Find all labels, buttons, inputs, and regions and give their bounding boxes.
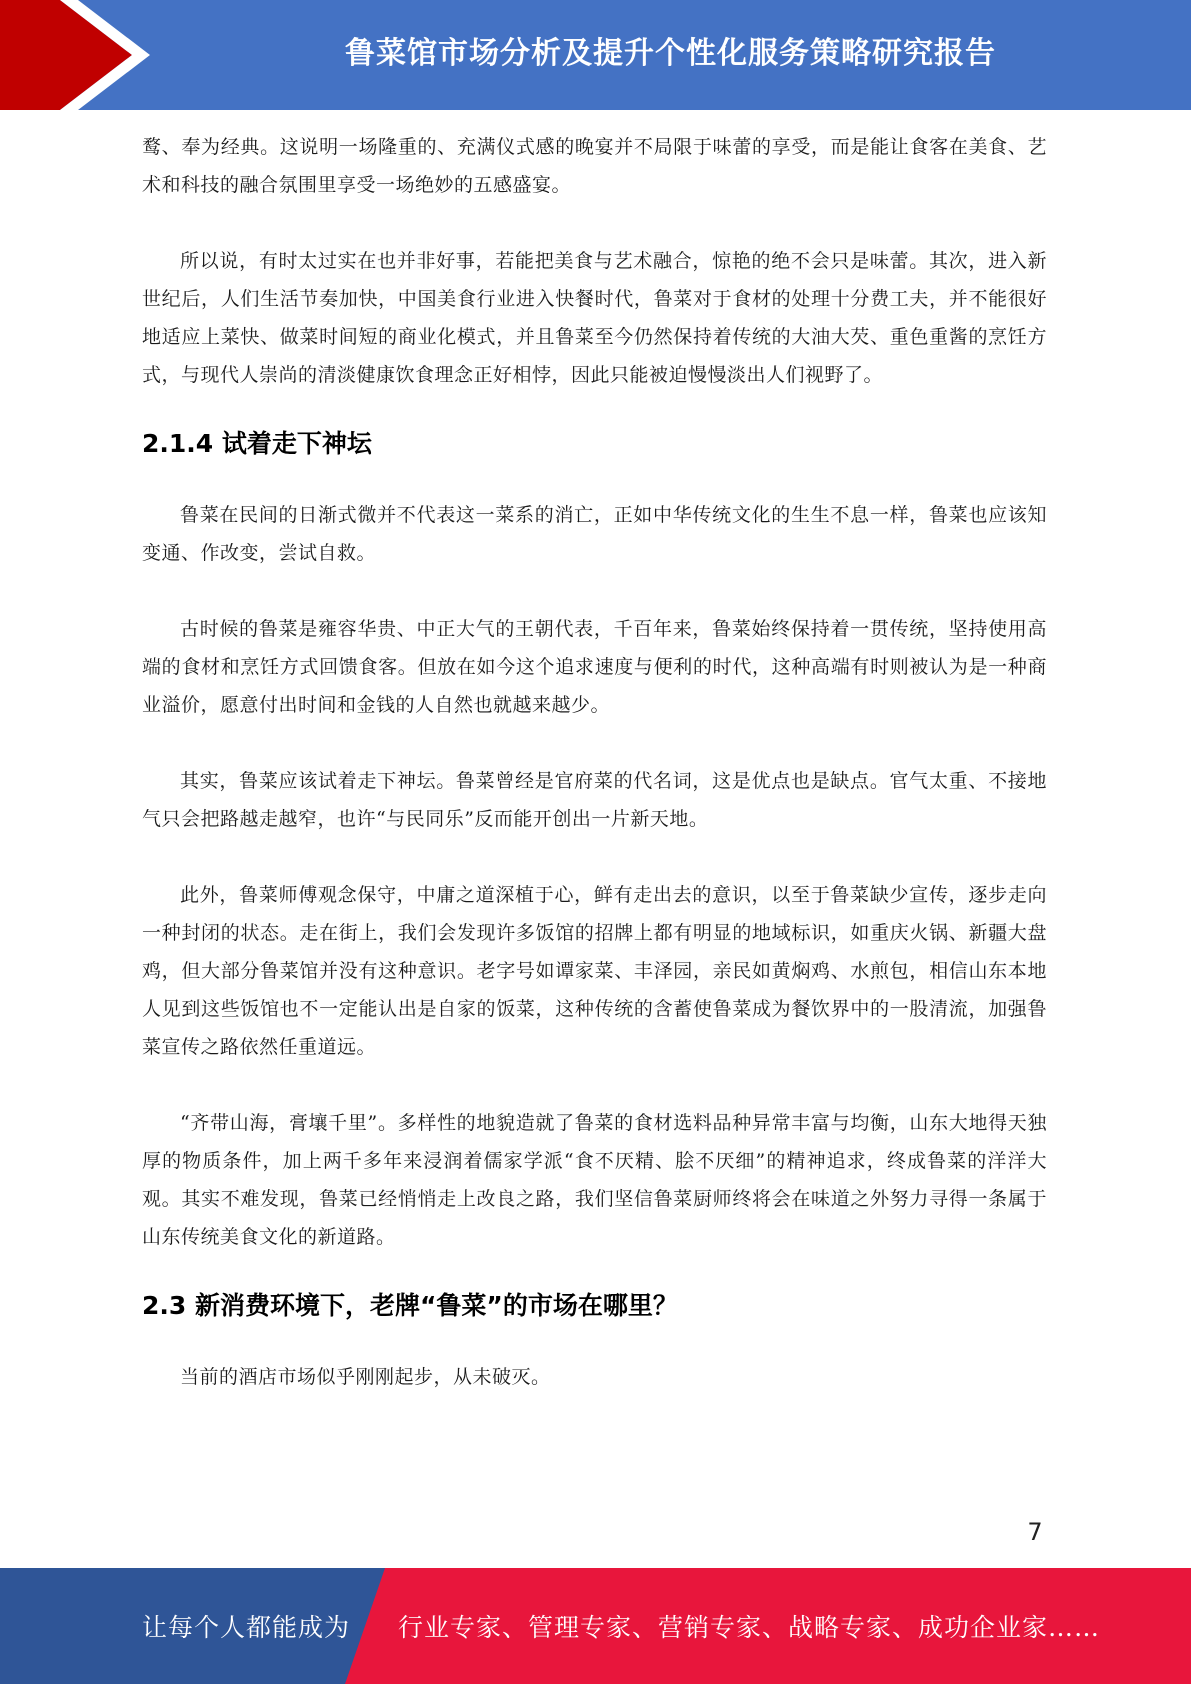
paragraph: 鹜、奉为经典。这说明一场隆重的、充满仪式感的晚宴并不局限于味蕾的享受，而是能让食客在美食、艺术和科技的融合氛围里享受一场绝妙的五感盛宴。 (142, 136, 1047, 196)
page-number: 7 (1027, 1518, 1043, 1546)
footer-slogan-right: 行业专家、管理专家、营销专家、战略专家、成功企业家…… (398, 1613, 1101, 1642)
header-banner (0, 0, 1191, 110)
header-arrow-decoration (0, 0, 150, 110)
paragraph: 当前的酒店市场似乎刚刚起步，从未破灭。 (180, 1366, 551, 1388)
footer-banner (0, 1568, 1191, 1684)
paragraph: 其实，鲁菜应该试着走下神坛。鲁菜曾经是官府菜的代名词，这是优点也是缺点。官气太重、不接地气只会把路越走越窄，也许“与民同乐”反而能开创出一片新天地。 (142, 770, 1047, 830)
footer-slogan-left: 让每个人都能成为 (142, 1613, 351, 1642)
paragraph: 鲁菜在民间的日渐式微并不代表这一菜系的消亡，正如中华传统文化的生生不息一样，鲁菜也应该知变通、作改变，尝试自救。 (142, 504, 1047, 564)
paragraph: 此外，鲁菜师傅观念保守，中庸之道深植于心，鲜有走出去的意识，以至于鲁菜缺少宣传，逐步走向一种封闭的状态。走在街上，我们会发现许多饭馆的招牌上都有明显的地域标识，如重庆火锅、新疆大盘鸡，但大部分鲁菜馆并没有这种意识。老字号如谭家菜、丰泽园，亲民如黄焖鸡、水煎包，相信山东本地人见到这些饭馆也不一定能认出是自家的饭菜，这种传统的含蓄使鲁菜成为餐饮界中的一股清流，加强鲁菜宣传之路依然任重道远。 (142, 884, 1047, 1058)
section-heading: 2.3 新消费环境下，老牌“鲁菜”的市场在哪里？ (142, 1291, 678, 1320)
paragraph: 所以说，有时太过实在也并非好事，若能把美食与艺术融合，惊艳的绝不会只是味蕾。其次，进入新世纪后，人们生活节奏加快，中国美食行业进入快餐时代，鲁菜对于食材的处理十分费工夫，并不能很好地适应上菜快、做菜时间短的商业化模式，并且鲁菜至今仍然保持着传统的大油大芡、重色重酱的烹饪方式，与现代人崇尚的清淡健康饮食理念正好相悖，因此只能被迫慢慢淡出人们视野了。 (142, 250, 1047, 386)
paragraph: 古时候的鲁菜是雍容华贵、中正大气的王朝代表，千百年来，鲁菜始终保持着一贯传统，坚持使用高端的食材和烹饪方式回馈食客。但放在如今这个追求速度与便利的时代，这种高端有时则被认为是一种商业溢价，愿意付出时间和金钱的人自然也就越来越少。 (142, 618, 1047, 716)
section-heading: 2.1.4 试着走下神坛 (142, 429, 372, 458)
report-title: 鲁菜馆市场分析及提升个性化服务策略研究报告 (345, 36, 996, 71)
paragraph: “齐带山海，膏壤千里”。多样性的地貌造就了鲁菜的食材选料品种异常丰富与均衡，山东大地得天独厚的物质条件，加上两千多年来浸润着儒家学派“食不厌精、脍不厌细”的精神追求，终成鲁菜的洋洋大观。其实不难发现，鲁菜已经悄悄走上改良之路，我们坚信鲁菜厨师终将会在味道之外努力寻得一条属于山东传统美食文化的新道路。 (142, 1112, 1047, 1248)
document-body (142, 128, 1047, 1396)
